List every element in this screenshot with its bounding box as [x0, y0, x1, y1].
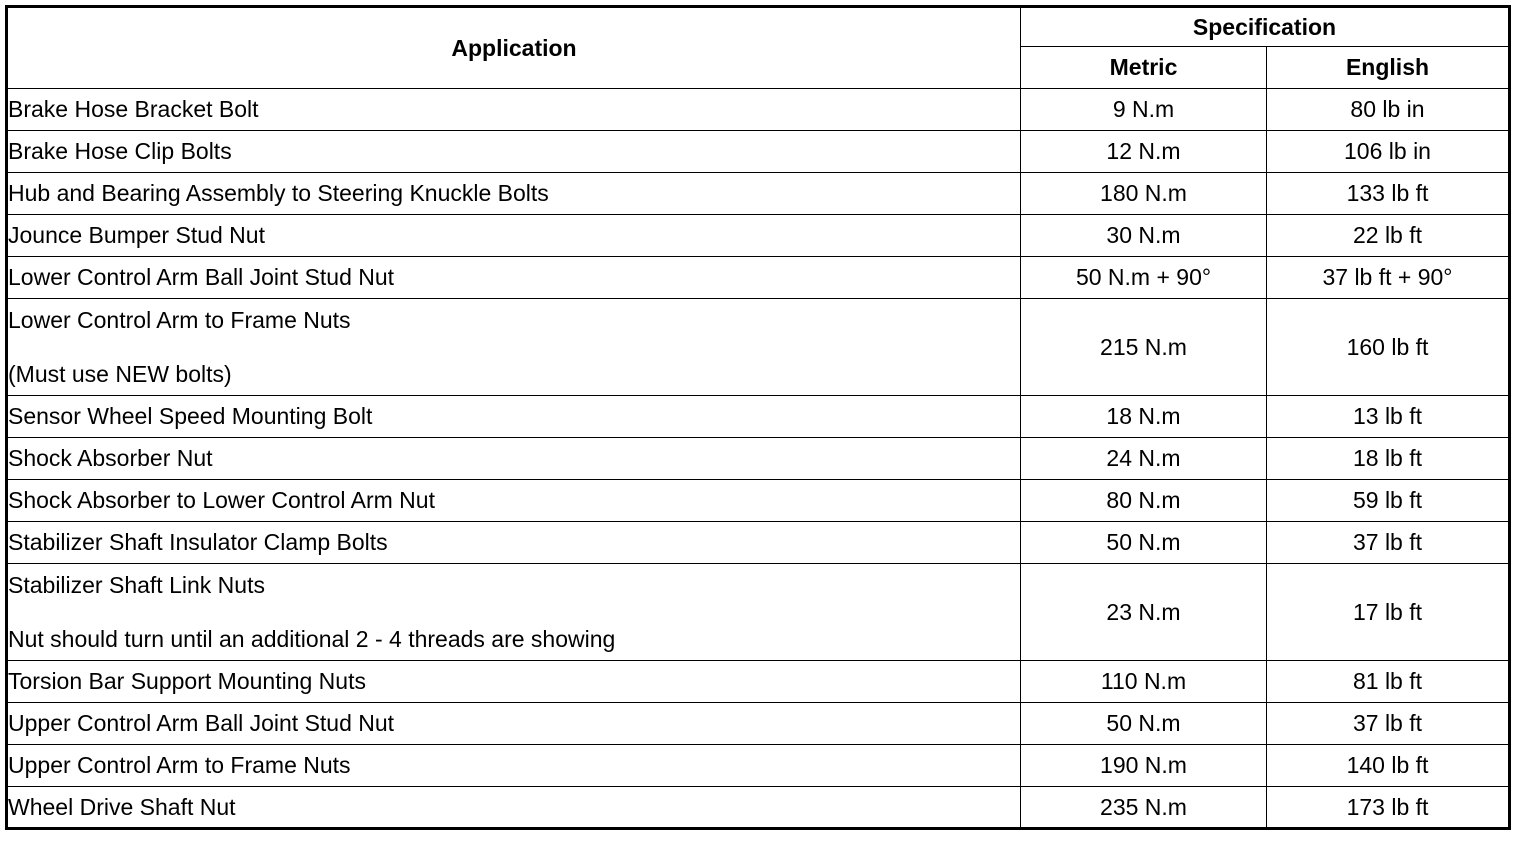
table-row [7, 745, 1510, 787]
english-value: 37 lb ft [1267, 703, 1510, 745]
english-value: 160 lb ft [1267, 299, 1510, 396]
application-cell [7, 745, 1021, 787]
application-text: Wheel Drive Shaft Nut [8, 793, 236, 820]
metric-value: 12 N.m [1021, 131, 1267, 173]
metric-value: 24 N.m [1021, 438, 1267, 480]
application-text: Shock Absorber to Lower Control Arm Nut [8, 487, 435, 514]
english-value: 80 lb in [1267, 89, 1510, 131]
metric-value: 235 N.m [1021, 787, 1267, 829]
application-cell [7, 480, 1021, 522]
metric-value: 23 N.m [1021, 564, 1267, 661]
table-row [7, 787, 1510, 829]
application-text: Jounce Bumper Stud Nut [8, 222, 265, 249]
application-text: Upper Control Arm Ball Joint Stud Nut [8, 710, 395, 737]
metric-value: 9 N.m [1021, 89, 1267, 131]
application-cell [7, 257, 1021, 299]
application-text: Stabilizer Shaft Link Nuts [8, 571, 265, 598]
table-row [7, 173, 1510, 215]
table-row [7, 661, 1510, 703]
application-text: Lower Control Arm Ball Joint Stud Nut [8, 264, 395, 291]
english-value: 140 lb ft [1267, 745, 1510, 787]
application-cell [7, 438, 1021, 480]
metric-value: 50 N.m [1021, 522, 1267, 564]
application-text: Brake Hose Clip Bolts [8, 138, 232, 165]
metric-value: 180 N.m [1021, 173, 1267, 215]
application-note: Nut should turn until an additional 2 - 4 threads are showing [8, 626, 616, 652]
english-column-header: English [1267, 47, 1510, 89]
application-cell [7, 215, 1021, 257]
table-row [7, 703, 1510, 745]
application-text: Stabilizer Shaft Insulator Clamp Bolts [8, 529, 388, 556]
english-value: 13 lb ft [1267, 396, 1510, 438]
application-cell [7, 299, 1021, 396]
table-body [7, 89, 1510, 829]
english-value: 133 lb ft [1267, 173, 1510, 215]
table-row [7, 89, 1510, 131]
metric-value: 18 N.m [1021, 396, 1267, 438]
metric-value: 80 N.m [1021, 480, 1267, 522]
metric-value: 50 N.m [1021, 703, 1267, 745]
table-row [7, 522, 1510, 564]
metric-value: 110 N.m [1021, 661, 1267, 703]
application-text: Lower Control Arm to Frame Nuts [8, 306, 351, 333]
english-value: 18 lb ft [1267, 438, 1510, 480]
fastener-specification-table [5, 5, 1511, 830]
specification-header: Specification [1021, 7, 1510, 47]
table-row [7, 299, 1510, 396]
english-value: 81 lb ft [1267, 661, 1510, 703]
table-row [7, 257, 1510, 299]
application-cell [7, 131, 1021, 173]
application-text: Shock Absorber Nut [8, 445, 213, 472]
application-column-header: Application [7, 7, 1021, 89]
application-text: Hub and Bearing Assembly to Steering Knuckle Bolts [8, 180, 549, 207]
application-cell [7, 787, 1021, 829]
application-cell [7, 564, 1021, 661]
table-row [7, 131, 1510, 173]
table-row [7, 396, 1510, 438]
application-cell [7, 661, 1021, 703]
table-row [7, 438, 1510, 480]
application-cell [7, 89, 1021, 131]
metric-column-header: Metric [1021, 47, 1267, 89]
application-cell [7, 522, 1021, 564]
application-note: (Must use NEW bolts) [8, 361, 232, 387]
application-cell [7, 173, 1021, 215]
table-row [7, 215, 1510, 257]
application-cell [7, 703, 1021, 745]
english-value: 17 lb ft [1267, 564, 1510, 661]
english-value: 22 lb ft [1267, 215, 1510, 257]
application-cell [7, 396, 1021, 438]
application-text: Brake Hose Bracket Bolt [8, 96, 259, 123]
english-value: 37 lb ft + 90° [1267, 257, 1510, 299]
table-row [7, 564, 1510, 661]
application-text: Torsion Bar Support Mounting Nuts [8, 668, 366, 695]
table-row [7, 480, 1510, 522]
metric-value: 190 N.m [1021, 745, 1267, 787]
metric-value: 50 N.m + 90° [1021, 257, 1267, 299]
english-value: 106 lb in [1267, 131, 1510, 173]
english-value: 37 lb ft [1267, 522, 1510, 564]
application-text: Upper Control Arm to Frame Nuts [8, 752, 351, 779]
metric-value: 30 N.m [1021, 215, 1267, 257]
english-value: 59 lb ft [1267, 480, 1510, 522]
metric-value: 215 N.m [1021, 299, 1267, 396]
application-text: Sensor Wheel Speed Mounting Bolt [8, 403, 373, 430]
english-value: 173 lb ft [1267, 787, 1510, 829]
